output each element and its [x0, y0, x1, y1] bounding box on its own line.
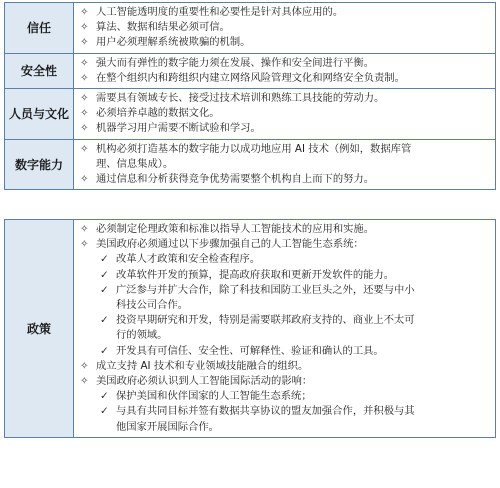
check-icon: ✓	[100, 268, 109, 281]
list-item-text: 美国政府必须认识到人工智能国际活动的影响：	[96, 375, 313, 388]
list-item	[80, 56, 491, 71]
diamond-bullet-icon: ✧	[80, 6, 89, 18]
diamond-bullet-icon: ✧	[80, 223, 89, 235]
list-item	[80, 252, 491, 267]
diamond-bullet-icon: ✧	[80, 92, 89, 105]
policy-table	[4, 219, 496, 438]
list-item-text: 机器学习用户需要不断试验和学习。	[96, 122, 261, 135]
list-item-text: 需要具有领域专长、接受过技术培训和熟练工具技能的劳动力。	[96, 92, 385, 105]
diamond-bullet-icon: ✧	[80, 36, 89, 49]
row-header: 人员与文化	[5, 89, 74, 140]
check-icon: ✓	[100, 344, 109, 357]
row-body	[74, 3, 496, 54]
list-item-text: 机构必须打造基本的数字能力以成功地应用 AI 技术（例如，数据库管	[96, 142, 412, 155]
list-item	[80, 420, 491, 435]
list-item-text: 开发具有可信任、安全性、可解释性、验证和确认的工具。	[116, 344, 384, 357]
row-header: 信任	[5, 3, 74, 54]
list-item-text: 通过信息和分析获得竞争优势需要整个机构自上而下的努力。	[96, 173, 375, 186]
list-item	[80, 404, 491, 419]
principles-table	[4, 2, 496, 190]
list-item-text: 保护美国和伙伴国家的人工智能生态系统；	[116, 390, 312, 403]
table-row	[5, 89, 496, 140]
list-item	[80, 91, 491, 106]
diamond-bullet-icon: ✧	[80, 173, 89, 186]
list-item	[80, 268, 491, 283]
check-icon: ✓	[100, 253, 109, 266]
list-item-text: 他国家开展国际合作。	[116, 420, 219, 433]
table-row	[5, 3, 496, 54]
list-item	[80, 283, 491, 298]
diamond-bullet-icon: ✧	[80, 21, 89, 34]
table-row	[5, 139, 496, 190]
diamond-bullet-icon: ✧	[80, 107, 89, 120]
list-item	[80, 344, 491, 359]
list-item	[80, 106, 491, 121]
list-item	[80, 35, 491, 50]
diamond-bullet-icon: ✧	[80, 359, 89, 372]
diamond-bullet-icon: ✧	[80, 375, 89, 388]
row-body	[74, 89, 496, 140]
table-row	[5, 220, 496, 438]
list-item-text: 广泛参与并扩大合作，除了科技和国防工业巨头之外，还要与中小	[116, 283, 415, 296]
list-item	[80, 222, 491, 237]
table-row	[5, 53, 496, 88]
list-item-text: 理、信息集成）。	[96, 157, 174, 170]
list-item	[80, 121, 491, 136]
list-item	[80, 237, 491, 252]
list-item-text: 强大而有弹性的数字能力须在发展、操作和安全间进行平衡。	[96, 56, 375, 69]
list-item-text: 必须培养卓越的数据文化。	[96, 107, 220, 120]
diamond-bullet-icon: ✧	[80, 142, 89, 155]
list-item	[80, 71, 491, 86]
list-item	[80, 328, 491, 343]
check-icon: ✓	[100, 314, 109, 327]
diamond-bullet-icon: ✧	[80, 238, 89, 251]
list-item	[80, 5, 491, 20]
row-header: 安全性	[5, 53, 74, 88]
check-icon: ✓	[100, 283, 109, 296]
list-item	[80, 389, 491, 404]
diamond-bullet-icon: ✧	[80, 71, 89, 84]
list-item-text: 人工智能透明度的重要性和必要性是针对具体应用的。	[96, 6, 344, 18]
row-header: 数字能力	[5, 139, 74, 190]
row-header-policy: 政策	[5, 220, 74, 438]
policy-body	[74, 220, 496, 438]
list-item-text: 行的领域。	[116, 329, 168, 342]
list-item-text: 算法、数据和结果必须可信。	[96, 21, 230, 34]
list-item	[80, 298, 491, 313]
row-body	[74, 139, 496, 190]
list-item	[80, 157, 491, 172]
list-item	[80, 374, 491, 389]
list-item-text: 科技公司合作。	[116, 299, 189, 312]
list-item	[80, 172, 491, 187]
diamond-bullet-icon: ✧	[80, 122, 89, 135]
list-item-text: 改革人才政策和安全检查程序。	[116, 253, 261, 266]
list-item-text: 投资早期研究和开发，特别是需要联邦政府支持的、商业上不太可	[116, 314, 415, 327]
list-item	[80, 20, 491, 35]
list-item	[80, 142, 491, 157]
list-item-text: 必须制定伦理政策和标准以指导人工智能技术的应用和实施。	[96, 223, 375, 235]
check-icon: ✓	[100, 390, 109, 403]
list-item-text: 在整个组织内和跨组织内建立网络风险管理文化和网络安全负责制。	[96, 71, 405, 84]
list-item-text: 与具有共同目标并签有数据共享协议的盟友加强合作，并积极与其	[116, 405, 415, 418]
list-item-text: 用户必须理解系统被欺骗的机制。	[96, 36, 251, 49]
diamond-bullet-icon: ✧	[80, 56, 89, 69]
list-item	[80, 313, 491, 328]
list-item-text: 美国政府必须通过以下步骤加强自己的人工智能生态系统：	[96, 238, 364, 251]
list-item-text: 改革软件开发的预算，提高政府获取和更新开发软件的能力。	[116, 268, 395, 281]
list-item	[80, 359, 491, 374]
check-icon: ✓	[100, 405, 109, 418]
row-body	[74, 53, 496, 88]
list-item-text: 成立支持 AI 技术和专业领域技能融合的组织。	[96, 359, 309, 372]
